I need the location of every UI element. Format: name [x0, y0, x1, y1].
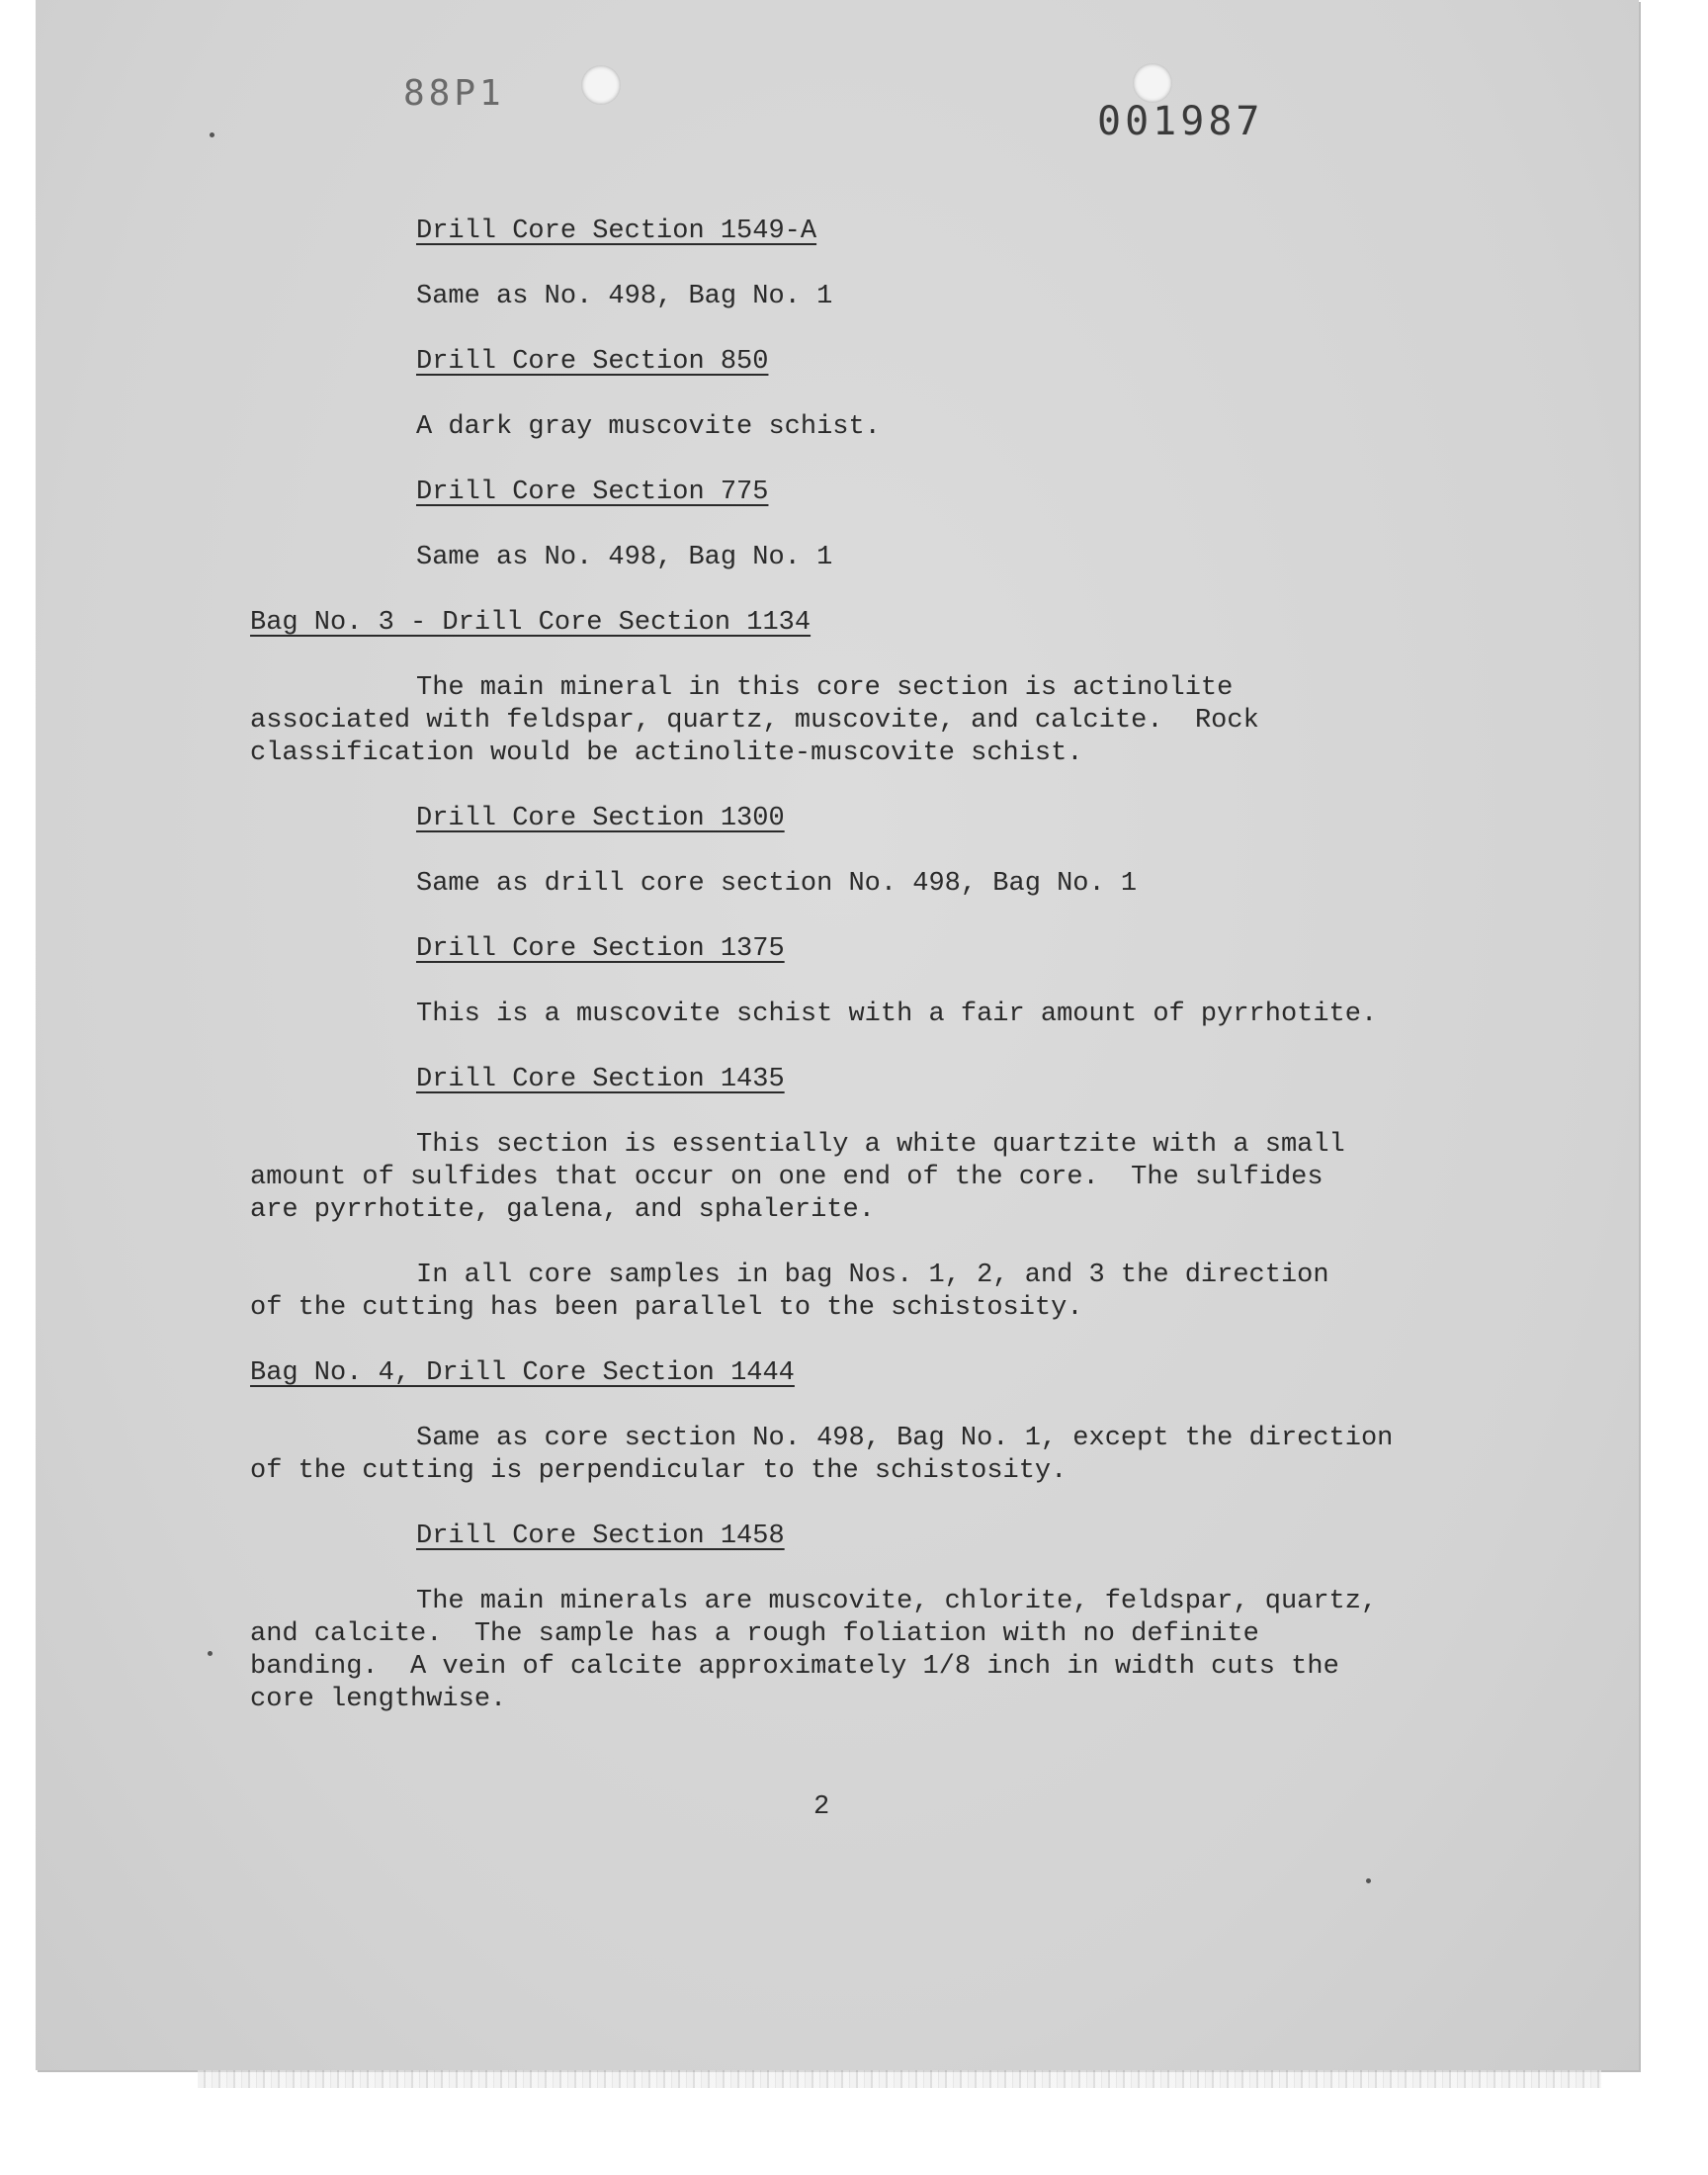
paragraph [250, 1423, 1486, 1488]
section-title: Drill Core Section 1375 [416, 934, 785, 964]
paragraph-line: associated with feldspar, quartz, muscovite, and calcite. Rock [250, 706, 1259, 736]
section-text: Same as No. 498, Bag No. 1 [416, 543, 833, 572]
paragraph-line: Same as core section No. 498, Bag No. 1, except the direction [416, 1424, 1394, 1453]
section-text: This is a muscovite schist with a fair amount of pyrrhotite. [416, 1000, 1378, 1029]
paragraph-line: core lengthwise. [250, 1685, 507, 1714]
paragraph-line: banding. A vein of calcite approximately 1/8 inch in width cuts the [250, 1652, 1339, 1682]
speck [1366, 1878, 1371, 1883]
section-title: Drill Core Section 1549-A [416, 217, 817, 246]
section-text: A dark gray muscovite schist. [416, 412, 881, 442]
paragraph [250, 672, 1486, 770]
section-title: Drill Core Section 1458 [416, 1522, 785, 1551]
punch-hole [581, 65, 621, 105]
paragraph-line: classification would be actinolite-muscovite schist. [250, 739, 1083, 768]
paragraph [250, 1586, 1486, 1716]
section-heading [250, 216, 1486, 248]
stamp-number-right: 001987 [1097, 99, 1264, 144]
paragraph-line: In all core samples in bag Nos. 1, 2, and 3 the direction [416, 1261, 1329, 1290]
section-title: Bag No. 3 - Drill Core Section 1134 [250, 608, 811, 638]
section-title: Bag No. 4, Drill Core Section 1444 [250, 1358, 795, 1388]
paragraph [250, 1129, 1486, 1227]
paragraph-line: of the cutting is perpendicular to the schistosity. [250, 1456, 1068, 1486]
speck [208, 1651, 213, 1656]
section-title: Drill Core Section 850 [416, 347, 769, 377]
page-number: 2 [813, 1792, 830, 1822]
section-text: Same as No. 498, Bag No. 1 [416, 282, 833, 311]
section-title: Drill Core Section 1300 [416, 804, 785, 833]
paragraph-line: The main minerals are muscovite, chlorite, feldspar, quartz, [416, 1587, 1378, 1616]
stamp-number-left: 88P1 [403, 73, 505, 114]
section-title: Drill Core Section 1435 [416, 1065, 785, 1094]
paragraph-line: are pyrrhotite, galena, and sphalerite. [250, 1195, 875, 1225]
scan-edge [198, 2070, 1601, 2088]
paragraph-line: The main mineral in this core section is actinolite [416, 673, 1234, 703]
paragraph [250, 1260, 1486, 1325]
speck [210, 132, 214, 137]
section-text: Same as drill core section No. 498, Bag No. 1 [416, 869, 1138, 899]
document-body [250, 216, 1486, 1749]
paragraph-line: This section is essentially a white quartzite with a small [416, 1130, 1345, 1160]
punch-hole [1133, 63, 1172, 103]
paragraph-line: of the cutting has been parallel to the schistosity. [250, 1293, 1083, 1323]
section-title: Drill Core Section 775 [416, 478, 769, 507]
paragraph-line: amount of sulfides that occur on one end of the core. The sulfides [250, 1163, 1324, 1192]
paragraph-line: and calcite. The sample has a rough foliation with no definite [250, 1619, 1259, 1649]
